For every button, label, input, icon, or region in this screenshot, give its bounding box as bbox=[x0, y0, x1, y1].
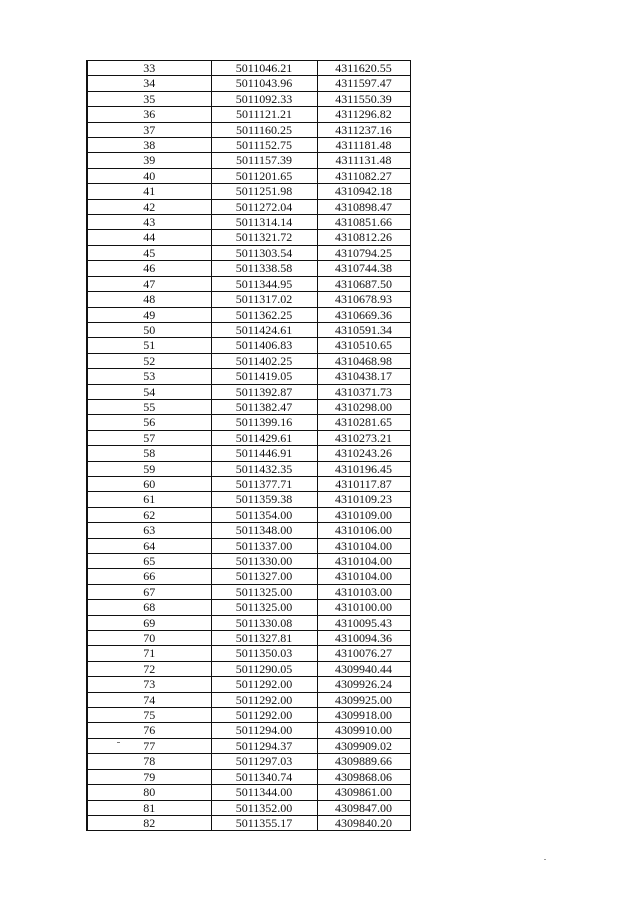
x-coordinate-cell: 5011043.96 bbox=[211, 76, 317, 91]
y-coordinate-cell: 4310106.00 bbox=[317, 523, 410, 538]
point-number-cell: 46 bbox=[87, 261, 211, 276]
y-coordinate-cell: 4310468.98 bbox=[317, 353, 410, 368]
y-coordinate-cell: 4310103.00 bbox=[317, 584, 410, 599]
point-number-cell: 76 bbox=[87, 723, 211, 738]
table-row bbox=[87, 261, 410, 276]
y-coordinate-cell: 4310094.36 bbox=[317, 631, 410, 646]
point-number-cell: 33 bbox=[87, 61, 211, 76]
y-coordinate-cell: 4310273.21 bbox=[317, 430, 410, 445]
point-number-cell: 45 bbox=[87, 245, 211, 260]
x-coordinate-cell: 5011350.03 bbox=[211, 646, 317, 661]
x-coordinate-cell: 5011092.33 bbox=[211, 91, 317, 106]
y-coordinate-cell: 4309909.02 bbox=[317, 738, 410, 753]
x-coordinate-cell: 5011362.25 bbox=[211, 307, 317, 322]
y-coordinate-cell: 4310898.47 bbox=[317, 199, 410, 214]
y-coordinate-cell: 4310076.27 bbox=[317, 646, 410, 661]
y-coordinate-cell: 4309847.00 bbox=[317, 800, 410, 815]
point-number-cell: 42 bbox=[87, 199, 211, 214]
table-row bbox=[87, 122, 410, 137]
x-coordinate-cell: 5011337.00 bbox=[211, 538, 317, 553]
x-coordinate-cell: 5011382.47 bbox=[211, 399, 317, 414]
y-coordinate-cell: 4310687.50 bbox=[317, 276, 410, 291]
scan-dot bbox=[544, 859, 546, 860]
y-coordinate-cell: 4309918.00 bbox=[317, 708, 410, 723]
point-number-cell: 55 bbox=[87, 399, 211, 414]
y-coordinate-cell: 4310104.00 bbox=[317, 538, 410, 553]
point-number-cell: 81 bbox=[87, 800, 211, 815]
y-coordinate-cell: 4310109.00 bbox=[317, 507, 410, 522]
y-coordinate-cell: 4310510.65 bbox=[317, 338, 410, 353]
point-number-cell: 61 bbox=[87, 492, 211, 507]
x-coordinate-cell: 5011294.00 bbox=[211, 723, 317, 738]
table-row bbox=[87, 631, 410, 646]
table-row bbox=[87, 91, 410, 106]
x-coordinate-cell: 5011325.00 bbox=[211, 600, 317, 615]
y-coordinate-cell: 4310678.93 bbox=[317, 292, 410, 307]
y-coordinate-cell: 4310109.23 bbox=[317, 492, 410, 507]
y-coordinate-cell: 4311620.55 bbox=[317, 61, 410, 76]
point-number-cell: 36 bbox=[87, 107, 211, 122]
table-row bbox=[87, 399, 410, 414]
y-coordinate-cell: 4310281.65 bbox=[317, 415, 410, 430]
table-row bbox=[87, 708, 410, 723]
table-row bbox=[87, 292, 410, 307]
y-coordinate-cell: 4309925.00 bbox=[317, 692, 410, 707]
y-coordinate-cell: 4310371.73 bbox=[317, 384, 410, 399]
x-coordinate-cell: 5011377.71 bbox=[211, 476, 317, 491]
y-coordinate-cell: 4311237.16 bbox=[317, 122, 410, 137]
point-number-cell: 58 bbox=[87, 446, 211, 461]
table-row bbox=[87, 353, 410, 368]
scan-mark bbox=[117, 742, 120, 743]
table-row bbox=[87, 785, 410, 800]
x-coordinate-cell: 5011292.00 bbox=[211, 708, 317, 723]
point-number-cell: 62 bbox=[87, 507, 211, 522]
point-number-cell: 68 bbox=[87, 600, 211, 615]
point-number-cell: 69 bbox=[87, 615, 211, 630]
point-number-cell: 59 bbox=[87, 461, 211, 476]
point-number-cell: 39 bbox=[87, 153, 211, 168]
x-coordinate-cell: 5011327.81 bbox=[211, 631, 317, 646]
table-row bbox=[87, 600, 410, 615]
x-coordinate-cell: 5011297.03 bbox=[211, 754, 317, 769]
y-coordinate-cell: 4309861.00 bbox=[317, 785, 410, 800]
point-number-cell: 74 bbox=[87, 692, 211, 707]
y-coordinate-cell: 4310669.36 bbox=[317, 307, 410, 322]
y-coordinate-cell: 4310104.00 bbox=[317, 554, 410, 569]
y-coordinate-cell: 4310196.45 bbox=[317, 461, 410, 476]
table-row bbox=[87, 677, 410, 692]
table-row bbox=[87, 76, 410, 91]
point-number-cell: 35 bbox=[87, 91, 211, 106]
table-row bbox=[87, 584, 410, 599]
x-coordinate-cell: 5011344.00 bbox=[211, 785, 317, 800]
table-row bbox=[87, 538, 410, 553]
point-number-cell: 64 bbox=[87, 538, 211, 553]
table-row bbox=[87, 738, 410, 753]
x-coordinate-cell: 5011330.00 bbox=[211, 554, 317, 569]
table-row bbox=[87, 554, 410, 569]
x-coordinate-cell: 5011152.75 bbox=[211, 138, 317, 153]
point-number-cell: 79 bbox=[87, 769, 211, 784]
y-coordinate-cell: 4309868.06 bbox=[317, 769, 410, 784]
x-coordinate-cell: 5011340.74 bbox=[211, 769, 317, 784]
x-coordinate-cell: 5011157.39 bbox=[211, 153, 317, 168]
point-number-cell: 67 bbox=[87, 584, 211, 599]
y-coordinate-cell: 4310243.26 bbox=[317, 446, 410, 461]
table-row bbox=[87, 646, 410, 661]
x-coordinate-cell: 5011359.38 bbox=[211, 492, 317, 507]
y-coordinate-cell: 4309840.20 bbox=[317, 815, 410, 830]
point-number-cell: 44 bbox=[87, 230, 211, 245]
point-number-cell: 34 bbox=[87, 76, 211, 91]
x-coordinate-cell: 5011419.05 bbox=[211, 369, 317, 384]
table-row bbox=[87, 245, 410, 260]
x-coordinate-cell: 5011201.65 bbox=[211, 168, 317, 183]
x-coordinate-cell: 5011355.17 bbox=[211, 815, 317, 830]
table-row bbox=[87, 492, 410, 507]
y-coordinate-cell: 4311296.82 bbox=[317, 107, 410, 122]
y-coordinate-cell: 4310117.87 bbox=[317, 476, 410, 491]
y-coordinate-cell: 4310100.00 bbox=[317, 600, 410, 615]
y-coordinate-cell: 4310812.26 bbox=[317, 230, 410, 245]
y-coordinate-cell: 4310438.17 bbox=[317, 369, 410, 384]
point-number-cell: 40 bbox=[87, 168, 211, 183]
point-number-cell: 37 bbox=[87, 122, 211, 137]
y-coordinate-cell: 4310851.66 bbox=[317, 215, 410, 230]
point-number-cell: 41 bbox=[87, 184, 211, 199]
y-coordinate-cell: 4310104.00 bbox=[317, 569, 410, 584]
x-coordinate-cell: 5011303.54 bbox=[211, 245, 317, 260]
x-coordinate-cell: 5011399.16 bbox=[211, 415, 317, 430]
x-coordinate-cell: 5011432.35 bbox=[211, 461, 317, 476]
y-coordinate-cell: 4311082.27 bbox=[317, 168, 410, 183]
point-number-cell: 52 bbox=[87, 353, 211, 368]
table-row bbox=[87, 769, 410, 784]
point-number-cell: 66 bbox=[87, 569, 211, 584]
y-coordinate-cell: 4311131.48 bbox=[317, 153, 410, 168]
x-coordinate-cell: 5011446.91 bbox=[211, 446, 317, 461]
point-number-cell: 43 bbox=[87, 215, 211, 230]
x-coordinate-cell: 5011352.00 bbox=[211, 800, 317, 815]
y-coordinate-cell: 4309889.66 bbox=[317, 754, 410, 769]
x-coordinate-cell: 5011429.61 bbox=[211, 430, 317, 445]
point-number-cell: 71 bbox=[87, 646, 211, 661]
point-number-cell: 60 bbox=[87, 476, 211, 491]
x-coordinate-cell: 5011327.00 bbox=[211, 569, 317, 584]
y-coordinate-cell: 4309940.44 bbox=[317, 661, 410, 676]
x-coordinate-cell: 5011330.08 bbox=[211, 615, 317, 630]
table-row bbox=[87, 153, 410, 168]
point-number-cell: 38 bbox=[87, 138, 211, 153]
point-number-cell: 65 bbox=[87, 554, 211, 569]
x-coordinate-cell: 5011272.04 bbox=[211, 199, 317, 214]
x-coordinate-cell: 5011251.98 bbox=[211, 184, 317, 199]
point-number-cell: 78 bbox=[87, 754, 211, 769]
point-number-cell: 53 bbox=[87, 369, 211, 384]
x-coordinate-cell: 5011317.02 bbox=[211, 292, 317, 307]
x-coordinate-cell: 5011354.00 bbox=[211, 507, 317, 522]
x-coordinate-cell: 5011292.00 bbox=[211, 677, 317, 692]
point-number-cell: 82 bbox=[87, 815, 211, 830]
table-row bbox=[87, 507, 410, 522]
x-coordinate-cell: 5011402.25 bbox=[211, 353, 317, 368]
point-number-cell: 47 bbox=[87, 276, 211, 291]
table-row bbox=[87, 569, 410, 584]
y-coordinate-cell: 4310942.18 bbox=[317, 184, 410, 199]
point-number-cell: 49 bbox=[87, 307, 211, 322]
coordinates-table-body bbox=[87, 61, 410, 831]
point-number-cell: 77 bbox=[87, 738, 211, 753]
table-row bbox=[87, 384, 410, 399]
y-coordinate-cell: 4309910.00 bbox=[317, 723, 410, 738]
x-coordinate-cell: 5011325.00 bbox=[211, 584, 317, 599]
x-coordinate-cell: 5011290.05 bbox=[211, 661, 317, 676]
x-coordinate-cell: 5011321.72 bbox=[211, 230, 317, 245]
table-row bbox=[87, 199, 410, 214]
point-number-cell: 75 bbox=[87, 708, 211, 723]
y-coordinate-cell: 4310744.38 bbox=[317, 261, 410, 276]
x-coordinate-cell: 5011348.00 bbox=[211, 523, 317, 538]
point-number-cell: 63 bbox=[87, 523, 211, 538]
table-row bbox=[87, 107, 410, 122]
table-row bbox=[87, 800, 410, 815]
table-row bbox=[87, 184, 410, 199]
x-coordinate-cell: 5011046.21 bbox=[211, 61, 317, 76]
y-coordinate-cell: 4311597.47 bbox=[317, 76, 410, 91]
y-coordinate-cell: 4309926.24 bbox=[317, 677, 410, 692]
table-row bbox=[87, 461, 410, 476]
y-coordinate-cell: 4310298.00 bbox=[317, 399, 410, 414]
table-row bbox=[87, 476, 410, 491]
table-row bbox=[87, 369, 410, 384]
table-row bbox=[87, 754, 410, 769]
x-coordinate-cell: 5011292.00 bbox=[211, 692, 317, 707]
point-number-cell: 51 bbox=[87, 338, 211, 353]
y-coordinate-cell: 4310794.25 bbox=[317, 245, 410, 260]
table-row bbox=[87, 446, 410, 461]
x-coordinate-cell: 5011121.21 bbox=[211, 107, 317, 122]
table-row bbox=[87, 815, 410, 830]
table-row bbox=[87, 168, 410, 183]
point-number-cell: 56 bbox=[87, 415, 211, 430]
point-number-cell: 57 bbox=[87, 430, 211, 445]
x-coordinate-cell: 5011294.37 bbox=[211, 738, 317, 753]
y-coordinate-cell: 4310095.43 bbox=[317, 615, 410, 630]
table-row bbox=[87, 692, 410, 707]
point-number-cell: 72 bbox=[87, 661, 211, 676]
table-row bbox=[87, 215, 410, 230]
point-number-cell: 73 bbox=[87, 677, 211, 692]
x-coordinate-cell: 5011344.95 bbox=[211, 276, 317, 291]
coordinates-table bbox=[86, 60, 411, 831]
table-row bbox=[87, 723, 410, 738]
x-coordinate-cell: 5011314.14 bbox=[211, 215, 317, 230]
point-number-cell: 70 bbox=[87, 631, 211, 646]
table-row bbox=[87, 661, 410, 676]
table-row bbox=[87, 615, 410, 630]
table-row bbox=[87, 415, 410, 430]
table-row bbox=[87, 138, 410, 153]
x-coordinate-cell: 5011424.61 bbox=[211, 322, 317, 337]
x-coordinate-cell: 5011338.58 bbox=[211, 261, 317, 276]
table-row bbox=[87, 322, 410, 337]
point-number-cell: 50 bbox=[87, 322, 211, 337]
y-coordinate-cell: 4311550.39 bbox=[317, 91, 410, 106]
y-coordinate-cell: 4310591.34 bbox=[317, 322, 410, 337]
point-number-cell: 54 bbox=[87, 384, 211, 399]
y-coordinate-cell: 4311181.48 bbox=[317, 138, 410, 153]
table-row bbox=[87, 523, 410, 538]
table-row bbox=[87, 430, 410, 445]
table-row bbox=[87, 338, 410, 353]
table-row bbox=[87, 61, 410, 76]
table-row bbox=[87, 307, 410, 322]
table-row bbox=[87, 276, 410, 291]
x-coordinate-cell: 5011160.25 bbox=[211, 122, 317, 137]
x-coordinate-cell: 5011406.83 bbox=[211, 338, 317, 353]
point-number-cell: 80 bbox=[87, 785, 211, 800]
table-row bbox=[87, 230, 410, 245]
x-coordinate-cell: 5011392.87 bbox=[211, 384, 317, 399]
point-number-cell: 48 bbox=[87, 292, 211, 307]
